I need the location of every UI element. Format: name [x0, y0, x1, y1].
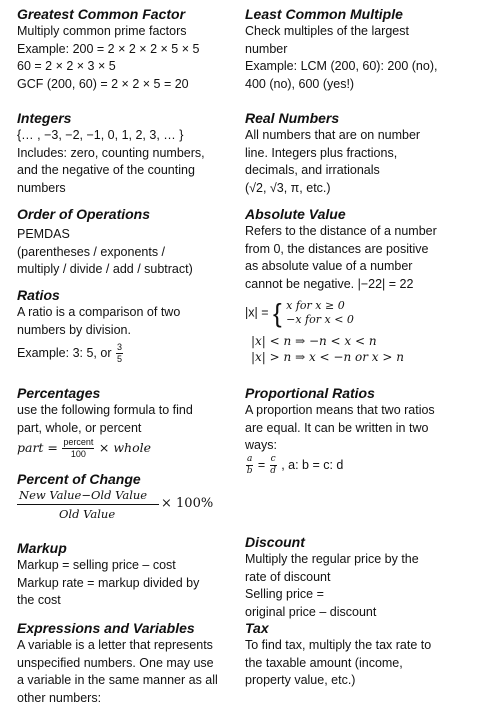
gcf-section	[17, 6, 199, 93]
proportional-section	[245, 385, 435, 476]
absolute-case-2: −x for x < 0	[286, 313, 354, 326]
proportional-tail: , a: b = c: d	[281, 457, 344, 472]
percentages-heading: Percentages	[17, 385, 101, 401]
real-line-2: line. Integers plus fractions,	[245, 145, 398, 160]
percentages-fraction	[62, 438, 94, 459]
ratios-fraction	[116, 343, 123, 364]
percentages-lhs: part =	[17, 439, 58, 455]
gcf-line-2: Example: 200 = 2 × 2 × 2 × 5 × 5	[17, 41, 200, 56]
proportional-c: c	[270, 453, 276, 464]
proportional-a: a	[247, 453, 253, 464]
tax-section	[245, 620, 431, 690]
lcm-line-3: Example: LCM (200, 60): 200 (no),	[245, 59, 438, 73]
change-fraction-bar	[17, 504, 159, 505]
change-formula	[17, 488, 227, 524]
discount-line-1: Multiply the regular price by the	[245, 552, 419, 566]
ratios-section	[17, 287, 180, 364]
discount-section	[245, 534, 419, 621]
absolute-inequality-2: |x| > n ⇒ x < −n or x > n	[251, 350, 404, 364]
absolute-line-1: Refers to the distance of a number	[245, 224, 437, 238]
proportional-frac-ab	[246, 455, 253, 476]
lcm-line-1: Check multiples of the largest	[245, 24, 409, 38]
change-heading: Percent of Change	[17, 471, 141, 487]
ratios-example	[17, 343, 180, 364]
markup-line-3: the cost	[17, 593, 61, 607]
percentages-fraction-den: 100	[70, 449, 86, 459]
markup-line-1: Markup = selling price – cost	[17, 558, 176, 572]
absolute-line-3: as absolute value of a number	[245, 259, 413, 273]
change-fraction-num: New Value−Old Value	[19, 488, 148, 502]
gcf-line-4: GCF (200, 60) = 2 × 2 × 5 = 20	[17, 76, 189, 91]
markup-heading: Markup	[17, 540, 67, 556]
order-line-2: (parentheses / exponents /	[17, 244, 166, 259]
expressions-section	[17, 620, 218, 707]
ratios-heading: Ratios	[17, 287, 60, 303]
gcf-heading: Greatest Common Factor	[17, 6, 186, 22]
percentages-formula	[17, 438, 193, 459]
ratios-line-1: A ratio is a comparison of two	[17, 305, 181, 319]
integers-line-1: Includes: zero, counting numbers,	[17, 145, 205, 160]
proportional-frac-cd	[270, 455, 277, 476]
change-times: × 100%	[161, 496, 214, 511]
expressions-line-1: A variable is a letter that represents	[17, 638, 213, 652]
absolute-section	[245, 206, 437, 365]
lcm-section	[245, 6, 437, 93]
percentages-line-2: part, whole, or percent	[17, 420, 142, 435]
expressions-line-4: other numbers:	[17, 690, 102, 705]
integers-section	[17, 110, 205, 197]
gcf-line-1: Multiply common prime factors	[17, 24, 187, 38]
change-fraction-den: Old Value	[59, 507, 116, 521]
discount-line-3: Selling price =	[245, 587, 324, 601]
integers-set: {… , −3, −2, −1, 0, 1, 2, 3, … }	[17, 128, 184, 142]
percentages-rhs: × whole	[98, 439, 152, 455]
tax-line-3: property value, etc.)	[245, 673, 356, 687]
lcm-line-2: number	[245, 41, 288, 56]
order-section	[17, 206, 193, 279]
real-heading: Real Numbers	[245, 110, 340, 126]
absolute-cases	[286, 299, 354, 327]
absolute-case-1: x for x ≥ 0	[286, 299, 345, 312]
expressions-heading: Expressions and Variables	[17, 620, 195, 636]
gcf-line-3: 60 = 2 × 2 × 3 × 5	[17, 59, 116, 73]
percentages-section	[17, 385, 193, 459]
markup-section	[17, 540, 199, 610]
ratios-line-2: numbers by division.	[17, 322, 131, 337]
ratios-fraction-num: 3	[116, 342, 122, 352]
proportional-heading: Proportional Ratios	[245, 385, 375, 401]
expressions-line-2: unspecified numbers. One may use	[17, 655, 214, 670]
proportional-line-1: A proportion means that two ratios	[245, 403, 435, 417]
order-heading: Order of Operations	[17, 206, 151, 222]
proportional-d: d	[270, 465, 277, 476]
order-line-3: multiply / divide / add / subtract)	[17, 262, 193, 276]
percentages-fraction-num: percent	[63, 437, 94, 447]
change-section	[17, 471, 227, 524]
real-line-1: All numbers that are on number	[245, 128, 421, 142]
change-fraction	[17, 488, 217, 521]
discount-heading: Discount	[245, 534, 305, 550]
ratios-example-text: Example: 3: 5, or	[17, 345, 112, 360]
tax-heading: Tax	[245, 620, 269, 636]
discount-line-2: rate of discount	[245, 569, 331, 584]
real-line-4: (√2, √3, π, etc.)	[245, 180, 331, 195]
absolute-line-2: from 0, the distances are positive	[245, 241, 429, 256]
absolute-heading: Absolute Value	[245, 206, 346, 222]
percentages-line-1: use the following formula to find	[17, 403, 193, 417]
real-section	[245, 110, 420, 197]
integers-line-3: numbers	[17, 180, 66, 195]
tax-line-2: the taxable amount (income,	[245, 655, 403, 670]
proportional-formula	[245, 455, 435, 476]
order-line-1: PEMDAS	[17, 227, 70, 241]
real-line-3: decimals, and irrationals	[245, 163, 380, 177]
discount-line-4: original price – discount	[245, 604, 377, 619]
absolute-inequality-1: |x| < n ⇒ −n < x < n	[251, 334, 377, 348]
lcm-line-4: 400 (no), 600 (yes!)	[245, 76, 355, 91]
expressions-line-3: a variable in the same manner as all	[17, 673, 218, 687]
tax-line-1: To find tax, multiply the tax rate to	[245, 638, 432, 652]
lcm-heading: Least Common Multiple	[245, 6, 403, 22]
ratios-fraction-den: 5	[116, 354, 122, 364]
absolute-line-4: cannot be negative. |−22| = 22	[245, 276, 414, 291]
proportional-b: b	[246, 465, 253, 476]
markup-line-2: Markup rate = markup divided by	[17, 575, 200, 590]
proportional-line-3: ways:	[245, 438, 277, 452]
integers-line-2: and the negative of the counting	[17, 163, 195, 177]
integers-heading: Integers	[17, 110, 72, 126]
absolute-def-lhs: |x| =	[245, 305, 269, 320]
absolute-definition	[245, 299, 437, 333]
absolute-brace: {	[272, 298, 282, 328]
proportional-equals: =	[257, 457, 266, 472]
proportional-line-2: are equal. It can be written in two	[245, 420, 429, 435]
